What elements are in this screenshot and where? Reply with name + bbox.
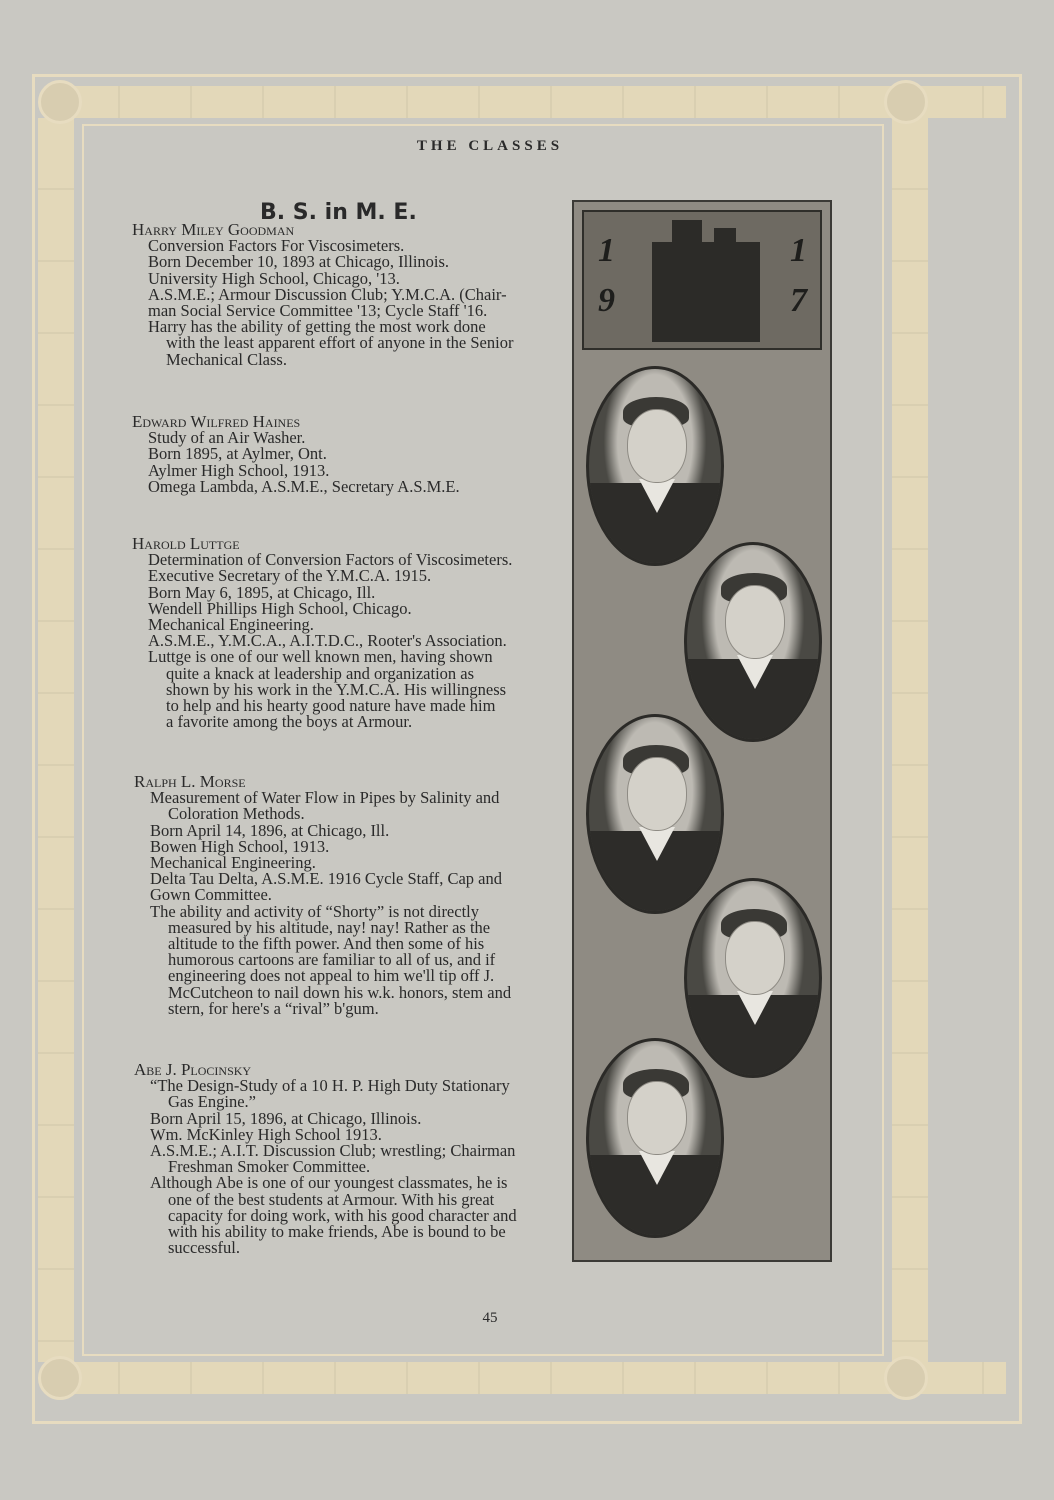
entry-line: Harry has the ability of getting the most work done [148,317,486,337]
entry-luttge [132,534,513,732]
banner-illustration [582,210,822,350]
frame-band-left [38,118,74,1362]
entry-name: Harry Miley Goodman [132,220,295,239]
entry-line: McCutcheon to nail down his w.k. honors, stem and [168,982,512,1002]
frame-band-right [892,118,928,1362]
entry-line: Born 1895, at Aylmer, Ont. [148,444,327,464]
entry-line: A.S.M.E.; A.I.T. Discussion Club; wrestling; Chairman [150,1141,516,1161]
frame-corner-ornament [38,1356,82,1400]
entry-line: A.S.M.E.; Armour Discussion Club; Y.M.C.A. (Chair- [148,284,507,304]
entry-line: Gas Engine.” [168,1092,256,1112]
entry-line: Born April 14, 1896, at Chicago, Ill. [150,820,390,840]
entry-line: to help and his hearty good nature have made him [166,696,496,716]
building-illustration [652,242,760,342]
page-number: 45 [482,1310,498,1326]
entry-line: Luttge is one of our well known men, having shown [148,647,493,667]
entry-line: Although Abe is one of our youngest classmates, he is [150,1173,508,1193]
entry-name: Ralph L. Morse [134,772,246,791]
portrait-photo [586,1038,724,1238]
entry-line: a favorite among the boys at Armour. [166,712,413,732]
entry-line: quite a knack at leadership and organization as [166,663,475,683]
frame-band-bottom [48,1362,1006,1394]
portrait-photo [684,878,822,1078]
entry-line: Study of an Air Washer. [148,428,306,448]
entry-line: Freshman Smoker Committee. [168,1157,371,1177]
entry-line: humorous cartoons are familiar to all of us, and if [168,950,496,970]
banner-digit: 1 [790,232,807,269]
entry-line: Determination of Conversion Factors of Viscosimeters. [148,550,513,570]
entry-line: successful. [168,1238,240,1258]
entry-line: stern, for here's a “rival” b'gum. [168,998,379,1018]
entry-name: Harold Luttge [132,534,240,553]
entry-line: shown by his work in the Y.M.C.A. His willingness [166,679,507,699]
entry-line: “The Design-Study of a 10 H. P. High Duty Stationary [150,1076,510,1096]
entry-line: measured by his altitude, nay! nay! Rather as the [168,917,491,937]
entry-line: Mechanical Engineering. [148,615,314,635]
frame-corner-ornament [38,80,82,124]
entry-line: Measurement of Water Flow in Pipes by Salinity and [150,788,500,808]
banner-digit: 7 [790,282,807,319]
portrait-panel [572,200,832,1262]
entry-name: Edward Wilfred Haines [132,412,301,431]
entry-line: Born May 6, 1895, at Chicago, Ill. [148,582,376,602]
frame-band-top [48,86,1006,118]
entry-line: with the least apparent effort of anyone in the Senior [166,333,514,353]
entry-line: Bowen High School, 1913. [150,836,330,856]
portrait-photo [586,366,724,566]
entry-goodman [132,220,514,369]
entry-line: A.S.M.E., Y.M.C.A., A.I.T.D.C., Rooter's Association. [148,631,507,651]
entry-line: engineering does not appeal to him we'll tip off J. [168,966,495,986]
entry-line: Omega Lambda, A.S.M.E., Secretary A.S.M.E. [148,476,460,496]
frame-corner-ornament [884,80,928,124]
entry-plocinsky [134,1060,517,1258]
running-header: THE CLASSES [416,138,564,154]
entry-line: capacity for doing work, with his good character and [168,1205,517,1225]
entry-line: Executive Secretary of the Y.M.C.A. 1915. [148,566,432,586]
entry-line: Mechanical Class. [166,349,287,369]
portrait-photo [586,714,724,914]
entry-line: Born December 10, 1893 at Chicago, Illinois. [148,252,450,272]
entry-line: University High School, Chicago, '13. [148,268,400,288]
entry-line: Conversion Factors For Viscosimeters. [148,236,405,256]
entry-line: altitude to the fifth power. And then some of his [168,934,485,954]
entry-morse [134,772,512,1018]
section-title: B. S. in M. E. [260,200,417,225]
entry-line: The ability and activity of “Shorty” is not directly [150,901,480,921]
entry-line: Wm. McKinley High School 1913. [150,1124,382,1144]
frame-corner-ornament [884,1356,928,1400]
banner-digit: 1 [598,232,615,269]
portrait-photo [684,542,822,742]
entry-line: Born April 15, 1896, at Chicago, Illinois. [150,1108,422,1128]
entry-line: Delta Tau Delta, A.S.M.E. 1916 Cycle Staff, Cap and [150,869,503,889]
banner-digit: 9 [598,282,615,319]
entry-name: Abe J. Plocinsky [134,1060,252,1079]
entry-line: Gown Committee. [150,885,272,905]
entry-line: Wendell Phillips High School, Chicago. [148,598,412,618]
entry-line: Mechanical Engineering. [150,853,316,873]
entry-line: with his ability to make friends, Abe is bound to be [168,1222,506,1242]
entry-line: Aylmer High School, 1913. [148,460,330,480]
entry-line: man Social Service Committee '13; Cycle Staff '16. [148,301,488,321]
entry-line: one of the best students at Armour. With his great [168,1189,495,1209]
entry-haines [132,412,460,496]
entry-line: Coloration Methods. [168,804,305,824]
